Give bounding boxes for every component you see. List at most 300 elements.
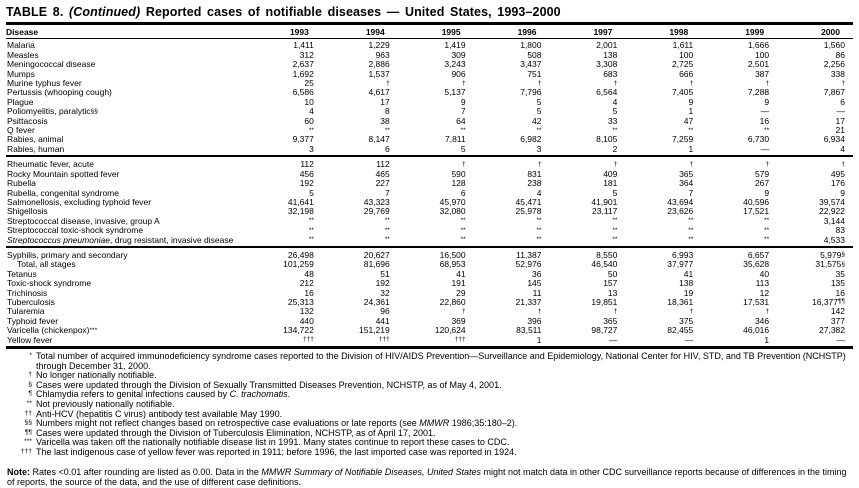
footnote-marker: ††† bbox=[303, 336, 314, 344]
table-row bbox=[6, 107, 853, 116]
case-count-cell: 60 bbox=[304, 116, 314, 126]
footnote-text: Numbers might not reflect changes based on retrospective case evaluations or late reports (see MMWR 1986;35:180–2). bbox=[36, 418, 518, 429]
disease-label: Rubella bbox=[7, 179, 36, 189]
case-count-cell: 39,574 bbox=[819, 197, 845, 207]
case-count-cell: 8,550 bbox=[596, 249, 618, 260]
case-count-cell: 83,511 bbox=[516, 326, 542, 336]
case-count-cell: 387 bbox=[754, 69, 770, 79]
case-count-cell: 98,727 bbox=[591, 326, 618, 336]
case-count-cell: 1,560 bbox=[823, 40, 845, 51]
case-count-cell: 9 bbox=[460, 97, 466, 107]
footnote-marker: † bbox=[765, 307, 770, 315]
case-count-cell: 43,323 bbox=[363, 197, 390, 207]
table-title bbox=[6, 3, 853, 25]
case-count-cell: 4 bbox=[309, 107, 314, 117]
note bbox=[6, 467, 853, 488]
case-count-cell: 37,977 bbox=[667, 260, 694, 270]
case-count-cell: 6,657 bbox=[747, 249, 770, 260]
case-count-cell bbox=[550, 236, 626, 247]
disease-label: Murine typhus fever bbox=[7, 79, 82, 89]
case-count-cell: 192 bbox=[299, 179, 314, 189]
case-count-cell: 134,722 bbox=[283, 326, 314, 336]
case-count-cell bbox=[246, 217, 322, 226]
table-row bbox=[6, 126, 853, 135]
disease-label: Rabies, animal bbox=[7, 135, 64, 145]
case-count-cell bbox=[474, 307, 550, 316]
case-count-cell: 375 bbox=[679, 316, 694, 326]
table-title-rest: Reported cases of notifiable diseases — United States, 1993–2000 bbox=[145, 5, 561, 19]
case-count-cell: 6,564 bbox=[596, 88, 618, 98]
case-count-cell bbox=[777, 156, 853, 169]
case-count-cell bbox=[246, 226, 322, 235]
footnote-text: Not previously nationally notifiable. bbox=[36, 398, 175, 409]
case-count-cell: — bbox=[777, 336, 853, 348]
case-count-cell: 1,419 bbox=[444, 40, 466, 51]
case-count-cell: 7,405 bbox=[671, 88, 694, 98]
case-count-cell: 6,586 bbox=[292, 88, 314, 98]
col-header-year: 1999 bbox=[701, 25, 777, 39]
case-count-cell: 7,259 bbox=[671, 135, 694, 145]
case-count-cell: 364 bbox=[679, 179, 694, 189]
case-count-cell: 19 bbox=[683, 288, 694, 298]
case-count-cell: 32 bbox=[380, 288, 390, 298]
case-count-cell bbox=[398, 217, 474, 226]
case-count-cell bbox=[474, 217, 550, 226]
table-body bbox=[6, 39, 853, 348]
case-count-cell: 96 bbox=[380, 307, 390, 317]
case-count-cell: 465 bbox=[375, 169, 390, 179]
footnote-marker: † bbox=[537, 160, 542, 168]
case-count-cell bbox=[474, 236, 550, 247]
case-count-cell: 508 bbox=[527, 50, 542, 60]
table-row bbox=[6, 170, 853, 179]
case-count-cell bbox=[398, 236, 474, 247]
case-count-cell: 495 bbox=[830, 169, 845, 179]
case-count-cell: 1,666 bbox=[747, 40, 770, 51]
disease-label: Q fever bbox=[7, 126, 35, 136]
disease-table bbox=[6, 25, 853, 349]
case-count-cell: 7 bbox=[688, 188, 694, 198]
header-row bbox=[6, 25, 853, 39]
case-count-cell: 1,229 bbox=[368, 40, 390, 51]
case-count-cell bbox=[625, 307, 701, 316]
case-count-cell: 51 bbox=[380, 269, 390, 279]
footnote-text: Total number of acquired immunodeficiency syndrome cases reported to the Division of HIV/AIDS Prevention—Surveillance and Epidemiology, National Center for HIV, STD, and TB Prevention (NCHSTP) through December 31, 2000. bbox=[36, 351, 846, 371]
case-count-cell bbox=[550, 217, 626, 226]
case-count-cell: 346 bbox=[754, 316, 770, 326]
footnote-marker: § bbox=[841, 260, 845, 268]
disease-label: Varicella (chickenpox)*** bbox=[7, 326, 98, 336]
case-count-cell: 81,696 bbox=[363, 260, 390, 270]
footnote-marker: ¶¶ bbox=[24, 428, 32, 436]
footnote-marker: § bbox=[28, 380, 32, 388]
case-count-cell: 3,308 bbox=[596, 60, 618, 70]
case-count-cell: 27,382 bbox=[819, 326, 845, 336]
case-count-cell: 50 bbox=[607, 269, 618, 279]
case-count-cell: 309 bbox=[451, 50, 466, 60]
table-row bbox=[6, 179, 853, 188]
footnote-text: The last indigenous case of yellow fever was reported in 1911; before 1996, the last imported case was reported in 1924. bbox=[36, 446, 517, 457]
disease-label: Tularemia bbox=[7, 307, 45, 317]
footnote-marker: ** bbox=[688, 226, 694, 234]
case-count-cell: 157 bbox=[603, 279, 618, 289]
case-count-cell bbox=[246, 236, 322, 247]
case-count-cell: 1,800 bbox=[520, 40, 542, 51]
table-row bbox=[6, 189, 853, 198]
note-label: Note: bbox=[7, 466, 30, 477]
case-count-cell bbox=[625, 217, 701, 226]
case-count-cell: 7,796 bbox=[520, 88, 542, 98]
case-count-cell: 2,725 bbox=[671, 60, 694, 70]
footnote-marker: ** bbox=[764, 217, 770, 225]
case-count-cell: — bbox=[836, 107, 845, 117]
case-count-cell: 6 bbox=[322, 145, 398, 156]
case-count-cell: 5 bbox=[536, 107, 542, 117]
footnote-marker: ** bbox=[460, 226, 466, 234]
case-count-cell: 43,694 bbox=[667, 197, 694, 207]
case-count-cell: 7,867 bbox=[823, 88, 845, 98]
case-count-cell bbox=[625, 156, 701, 169]
disease-label: Shigellosis bbox=[7, 207, 48, 217]
case-count-cell: 3 bbox=[246, 145, 322, 156]
case-count-cell: 369 bbox=[451, 316, 466, 326]
case-count-cell bbox=[474, 226, 550, 235]
case-count-cell: 23,626 bbox=[667, 207, 694, 217]
case-count-cell: 1,692 bbox=[292, 69, 314, 79]
case-count-cell: — bbox=[550, 336, 626, 348]
case-count-cell bbox=[777, 79, 853, 88]
case-count-cell: 132 bbox=[299, 307, 314, 317]
table-row bbox=[6, 247, 853, 260]
footnote-text: Cases were updated through the Division of Sexually Transmitted Diseases Prevention, NCHSTP, as of May 4, 2001. bbox=[36, 379, 502, 390]
disease-label: Poliomyelitis, paralytic§§ bbox=[7, 107, 98, 117]
case-count-cell: 267 bbox=[754, 179, 770, 189]
table-row bbox=[6, 298, 853, 307]
footnote-marker: † bbox=[537, 307, 542, 315]
footnote-marker: ** bbox=[384, 126, 390, 134]
case-count-cell: 46,016 bbox=[743, 326, 770, 336]
case-count-cell: 35,628 bbox=[743, 260, 770, 270]
footnote-marker: §§ bbox=[90, 107, 98, 115]
disease-label: Pertussis (whooping cough) bbox=[7, 88, 112, 98]
footnotes bbox=[6, 352, 853, 458]
case-count-cell bbox=[398, 126, 474, 135]
note-text: Rates <0.01 after rounding are listed as 0.00. Data in the MMWR Summary of Notifiable Diseases, United States might not match data in other CDC surveillance reports because of differences in the timing of reports, the source of the data, and the use of different case definitions. bbox=[7, 466, 847, 488]
case-count-cell: 9,377 bbox=[292, 135, 314, 145]
footnote-marker: † bbox=[841, 160, 845, 168]
case-count-cell: 456 bbox=[299, 169, 314, 179]
footnote-marker: ** bbox=[764, 236, 770, 244]
footnote-marker: ** bbox=[26, 399, 32, 407]
case-count-cell: 48 bbox=[304, 269, 314, 279]
footnote-marker: ** bbox=[688, 217, 694, 225]
case-count-cell: 2,637 bbox=[292, 60, 314, 70]
case-count-cell: 13 bbox=[607, 288, 618, 298]
footnote-marker: † bbox=[841, 79, 845, 87]
case-count-cell: 17,531 bbox=[743, 297, 770, 307]
footnote-marker: ††† bbox=[378, 336, 390, 344]
case-count-cell: 142 bbox=[830, 307, 845, 317]
case-count-cell: 441 bbox=[375, 316, 390, 326]
case-count-cell: 20,627 bbox=[363, 249, 390, 260]
case-count-cell bbox=[701, 126, 777, 135]
case-count-cell: 238 bbox=[527, 179, 542, 189]
footnote-marker: † bbox=[537, 79, 542, 87]
footnote-marker: † bbox=[462, 160, 466, 168]
case-count-cell: 8,105 bbox=[596, 135, 618, 145]
case-count-cell: 38 bbox=[380, 116, 390, 126]
footnote-marker: ** bbox=[384, 226, 390, 234]
case-count-cell: 963 bbox=[375, 50, 390, 60]
footnote-marker: * bbox=[29, 352, 32, 359]
case-count-cell bbox=[701, 156, 777, 169]
case-count-cell bbox=[550, 79, 626, 88]
col-header-disease: Disease bbox=[6, 25, 246, 39]
case-count-cell bbox=[550, 156, 626, 169]
case-count-cell: 16 bbox=[304, 288, 314, 298]
case-count-cell: — bbox=[625, 336, 701, 348]
case-count-cell: 176 bbox=[830, 179, 845, 189]
case-count-cell: 9 bbox=[764, 188, 770, 198]
case-count-cell: 1,537 bbox=[368, 69, 390, 79]
case-count-cell: 23,117 bbox=[592, 207, 618, 217]
case-count-cell: 68,953 bbox=[439, 260, 466, 270]
case-count-cell bbox=[398, 79, 474, 88]
footnote-marker: † bbox=[765, 79, 770, 87]
case-count-cell: 100 bbox=[754, 50, 770, 60]
footnote-marker: § bbox=[841, 251, 845, 259]
footnote-marker: † bbox=[386, 79, 390, 87]
footnote-marker: ¶¶ bbox=[838, 298, 845, 306]
case-count-cell: 17 bbox=[835, 116, 845, 126]
case-count-cell: 45,970 bbox=[439, 197, 466, 207]
table-row bbox=[6, 39, 853, 51]
case-count-cell: 9 bbox=[840, 188, 845, 198]
disease-label: Yellow fever bbox=[6, 336, 246, 348]
case-count-cell: 831 bbox=[527, 169, 542, 179]
disease-label: Psittacosis bbox=[7, 116, 48, 126]
disease-label: Total, all stages bbox=[17, 260, 76, 270]
case-count-cell: 145 bbox=[527, 279, 542, 289]
case-count-cell: 46,540 bbox=[591, 260, 618, 270]
footnote-marker: † bbox=[462, 307, 466, 315]
table-row bbox=[6, 270, 853, 279]
case-count-cell: 4 bbox=[536, 188, 542, 198]
case-count-cell: 312 bbox=[299, 50, 314, 60]
table-row bbox=[6, 98, 853, 107]
case-count-cell: 29 bbox=[456, 288, 466, 298]
case-count-cell: 6,730 bbox=[747, 135, 770, 145]
case-count-cell: 22,860 bbox=[439, 297, 466, 307]
case-count-cell: 120,624 bbox=[434, 326, 466, 336]
table-row bbox=[6, 307, 853, 316]
case-count-cell: 3 bbox=[474, 145, 550, 156]
col-header-year: 1997 bbox=[550, 25, 626, 39]
footnote-marker: † bbox=[462, 79, 466, 87]
table-row bbox=[6, 336, 853, 348]
footnote-marker: ** bbox=[764, 226, 770, 234]
table-row bbox=[6, 217, 853, 226]
case-count-cell: 1 bbox=[625, 145, 701, 156]
footnote-marker: ** bbox=[612, 236, 618, 244]
case-count-cell: 579 bbox=[754, 169, 770, 179]
case-count-cell bbox=[550, 226, 626, 235]
case-count-cell: 24,361 bbox=[363, 297, 390, 307]
case-count-cell: 5 bbox=[612, 107, 618, 117]
table-row bbox=[6, 207, 853, 216]
footnote-marker: †† bbox=[24, 409, 32, 417]
case-count-cell bbox=[550, 126, 626, 135]
case-count-cell: 192 bbox=[375, 279, 390, 289]
footnote-marker: ** bbox=[688, 236, 694, 244]
case-count-cell bbox=[701, 217, 777, 226]
case-count-cell: 9 bbox=[688, 97, 694, 107]
footnote-marker: ** bbox=[536, 217, 542, 225]
disease-label: Measles bbox=[7, 50, 39, 60]
table-row bbox=[6, 156, 853, 169]
table-title-continued: (Continued) bbox=[69, 5, 141, 19]
case-count-cell: 36 bbox=[532, 269, 542, 279]
case-count-cell bbox=[701, 307, 777, 316]
case-count-cell: 4,533 bbox=[777, 236, 853, 247]
table-row bbox=[6, 88, 853, 97]
case-count-cell: 17,521 bbox=[743, 207, 770, 217]
table-row bbox=[6, 79, 853, 88]
footnote bbox=[6, 448, 853, 458]
case-count-cell: 11,387 bbox=[516, 249, 542, 260]
disease-label: Streptococcal toxic-shock syndrome bbox=[7, 226, 144, 236]
case-count-cell bbox=[322, 236, 398, 247]
disease-label: Trichinosis bbox=[7, 288, 48, 298]
footnote-marker: ** bbox=[384, 217, 390, 225]
case-count-cell bbox=[701, 236, 777, 247]
footnote-marker: *** bbox=[89, 326, 98, 334]
table-row bbox=[6, 145, 853, 156]
case-count-cell: 42 bbox=[532, 116, 542, 126]
case-count-cell: 1 bbox=[701, 336, 777, 348]
disease-label: Plague bbox=[7, 97, 34, 107]
disease-label: Rubella, congenital syndrome bbox=[7, 188, 119, 198]
footnote-marker: ** bbox=[612, 217, 618, 225]
table-row bbox=[6, 260, 853, 269]
case-count-cell: 396 bbox=[527, 316, 542, 326]
case-count-cell: 338 bbox=[830, 69, 845, 79]
footnote-marker: ††† bbox=[454, 336, 466, 344]
case-count-cell bbox=[701, 79, 777, 88]
case-count-cell: 25,313 bbox=[287, 297, 314, 307]
footnote-marker: ** bbox=[536, 126, 542, 134]
case-count-cell: 6 bbox=[840, 97, 845, 107]
case-count-cell: 8,147 bbox=[368, 135, 390, 145]
case-count-cell bbox=[625, 79, 701, 88]
case-count-cell: 16,500 bbox=[439, 249, 466, 260]
case-count-cell: 86 bbox=[835, 50, 845, 60]
footnote-marker: ** bbox=[308, 126, 314, 134]
case-count-cell: 64 bbox=[456, 116, 466, 126]
table-row bbox=[6, 326, 853, 335]
case-count-cell: 7 bbox=[385, 188, 390, 198]
footnote-marker: † bbox=[613, 160, 618, 168]
case-count-cell: 212 bbox=[299, 279, 314, 289]
footnote-marker: ††† bbox=[20, 447, 32, 455]
disease-label: Mumps bbox=[7, 69, 35, 79]
case-count-cell bbox=[474, 156, 550, 169]
disease-label: Rocky Mountain spotted fever bbox=[7, 169, 120, 179]
case-count-cell: 33 bbox=[607, 116, 618, 126]
table-row bbox=[6, 51, 853, 60]
footnote-marker: ** bbox=[764, 126, 770, 134]
case-count-cell bbox=[398, 156, 474, 169]
footnote-text: Varicella was taken off the nationally notifiable disease list in 1991. Many states continue to report these cases to CDC. bbox=[36, 437, 510, 448]
footnote-marker: *** bbox=[24, 438, 32, 446]
case-count-cell: 5 bbox=[309, 188, 314, 198]
case-count-cell: 138 bbox=[679, 279, 694, 289]
case-count-cell: 32,198 bbox=[287, 207, 314, 217]
case-count-cell: 2,501 bbox=[747, 60, 770, 70]
case-count-cell: 181 bbox=[603, 179, 618, 189]
case-count-cell: 4 bbox=[777, 145, 853, 156]
case-count-cell: 440 bbox=[299, 316, 314, 326]
case-count-cell: 2,001 bbox=[596, 40, 618, 51]
case-count-cell: 26,498 bbox=[287, 249, 314, 260]
case-count-cell bbox=[322, 336, 398, 348]
case-count-cell: 3,243 bbox=[444, 60, 466, 70]
case-count-cell bbox=[625, 236, 701, 247]
case-count-cell: — bbox=[760, 107, 770, 117]
col-header-year: 1995 bbox=[398, 25, 474, 39]
case-count-cell: 100 bbox=[679, 50, 694, 60]
footnote-marker: † bbox=[689, 79, 694, 87]
footnote-marker: ** bbox=[612, 126, 618, 134]
case-count-cell: 8 bbox=[385, 107, 390, 117]
case-count-cell bbox=[398, 226, 474, 235]
col-header-year: 2000 bbox=[777, 25, 853, 39]
case-count-cell: 751 bbox=[527, 69, 542, 79]
case-count-cell: 22,922 bbox=[819, 207, 845, 217]
footnote-marker: ** bbox=[308, 217, 314, 225]
case-count-cell: 31,575§ bbox=[815, 260, 845, 270]
case-count-cell: 7,288 bbox=[747, 88, 770, 98]
case-count-cell bbox=[322, 79, 398, 88]
case-count-cell: 25,978 bbox=[515, 207, 542, 217]
case-count-cell bbox=[550, 307, 626, 316]
case-count-cell: 35 bbox=[835, 269, 845, 279]
case-count-cell: 6,982 bbox=[520, 135, 542, 145]
case-count-cell: 12 bbox=[759, 288, 770, 298]
disease-label: Tetanus bbox=[7, 269, 37, 279]
case-count-cell: 5,137 bbox=[444, 88, 466, 98]
footnote-marker: ** bbox=[536, 236, 542, 244]
disease-label: Syphilis, primary and secondary bbox=[7, 249, 128, 260]
case-count-cell: 41 bbox=[456, 269, 466, 279]
case-count-cell bbox=[474, 126, 550, 135]
case-count-cell bbox=[398, 336, 474, 348]
table-row bbox=[6, 70, 853, 79]
case-count-cell: 16 bbox=[835, 288, 845, 298]
disease-label: Toxic-shock syndrome bbox=[7, 279, 92, 289]
case-count-cell: 590 bbox=[451, 169, 466, 179]
case-count-cell: 112 bbox=[300, 159, 314, 170]
case-count-cell: 11 bbox=[532, 288, 542, 298]
case-count-cell: 1 bbox=[688, 107, 694, 117]
case-count-cell: 40,596 bbox=[743, 197, 770, 207]
table-row bbox=[6, 198, 853, 207]
col-header-year: 1993 bbox=[246, 25, 322, 39]
case-count-cell: 6,934 bbox=[823, 135, 845, 145]
disease-label: Meningococcal disease bbox=[7, 60, 96, 70]
case-count-cell: 128 bbox=[451, 179, 466, 189]
case-count-cell bbox=[398, 307, 474, 316]
